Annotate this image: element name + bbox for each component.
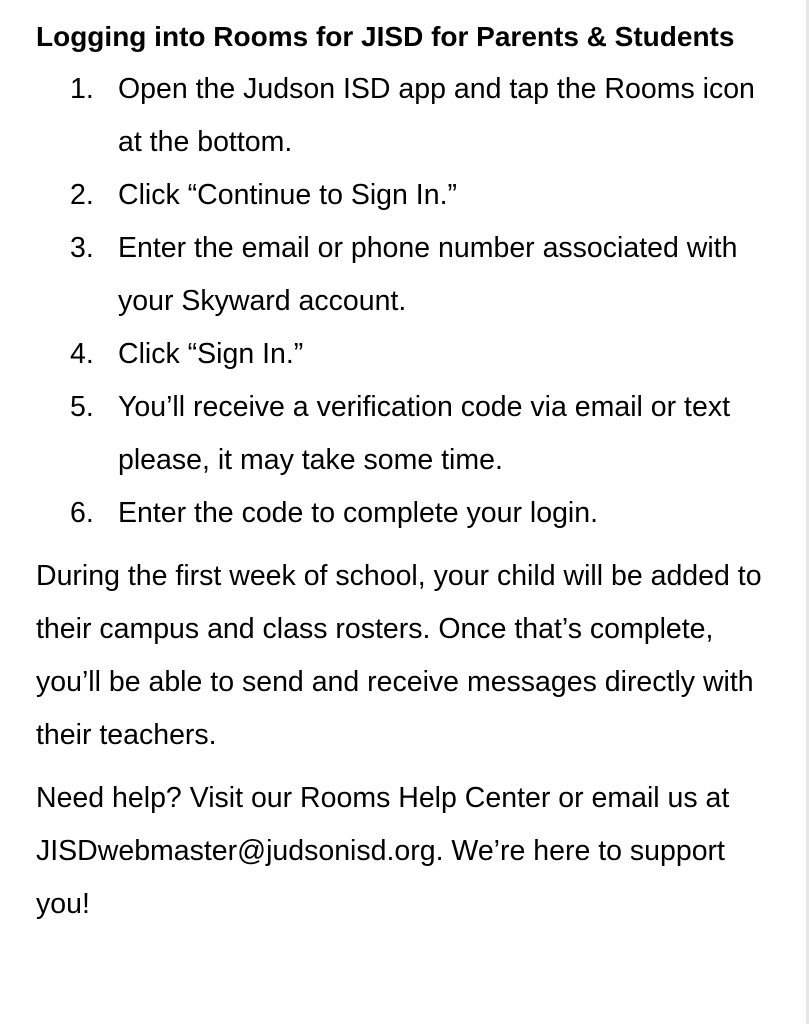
- step-text: Enter the code to complete your login.: [118, 497, 599, 529]
- step-number: 4.: [70, 338, 94, 370]
- step-item: [36, 222, 776, 328]
- step-text: Enter the email or phone number associated with your Skyward account.: [118, 232, 738, 317]
- step-number: 5.: [70, 391, 94, 423]
- step-item: [36, 328, 776, 381]
- help-paragraph: Need help? Visit our Rooms Help Center or email us at JISDwebmaster@judsonisd.org. We’re here to support you!: [36, 782, 730, 920]
- step-item: [36, 169, 776, 222]
- step-text: Open the Judson ISD app and tap the Rooms icon at the bottom.: [118, 73, 755, 158]
- step-item: [36, 63, 776, 169]
- step-number: 3.: [70, 232, 94, 264]
- steps-list: [36, 63, 776, 540]
- step-item: [36, 487, 776, 540]
- step-text: You’ll receive a verification code via email or text please, it may take some time.: [118, 391, 730, 476]
- document: [36, 10, 776, 931]
- step-text: Click “Sign In.”: [118, 338, 304, 370]
- step-text: Click “Continue to Sign In.”: [118, 179, 457, 211]
- step-item: [36, 381, 776, 487]
- step-number: 2.: [70, 179, 94, 211]
- step-number: 1.: [70, 73, 94, 105]
- document-title: Logging into Rooms for JISD for Parents & Students: [36, 21, 735, 52]
- step-number: 6.: [70, 497, 94, 529]
- roster-paragraph: During the first week of school, your child will be added to their campus and class rosters. Once that’s complete, you’ll be able to send and receive messages directly with their teachers.: [36, 560, 762, 751]
